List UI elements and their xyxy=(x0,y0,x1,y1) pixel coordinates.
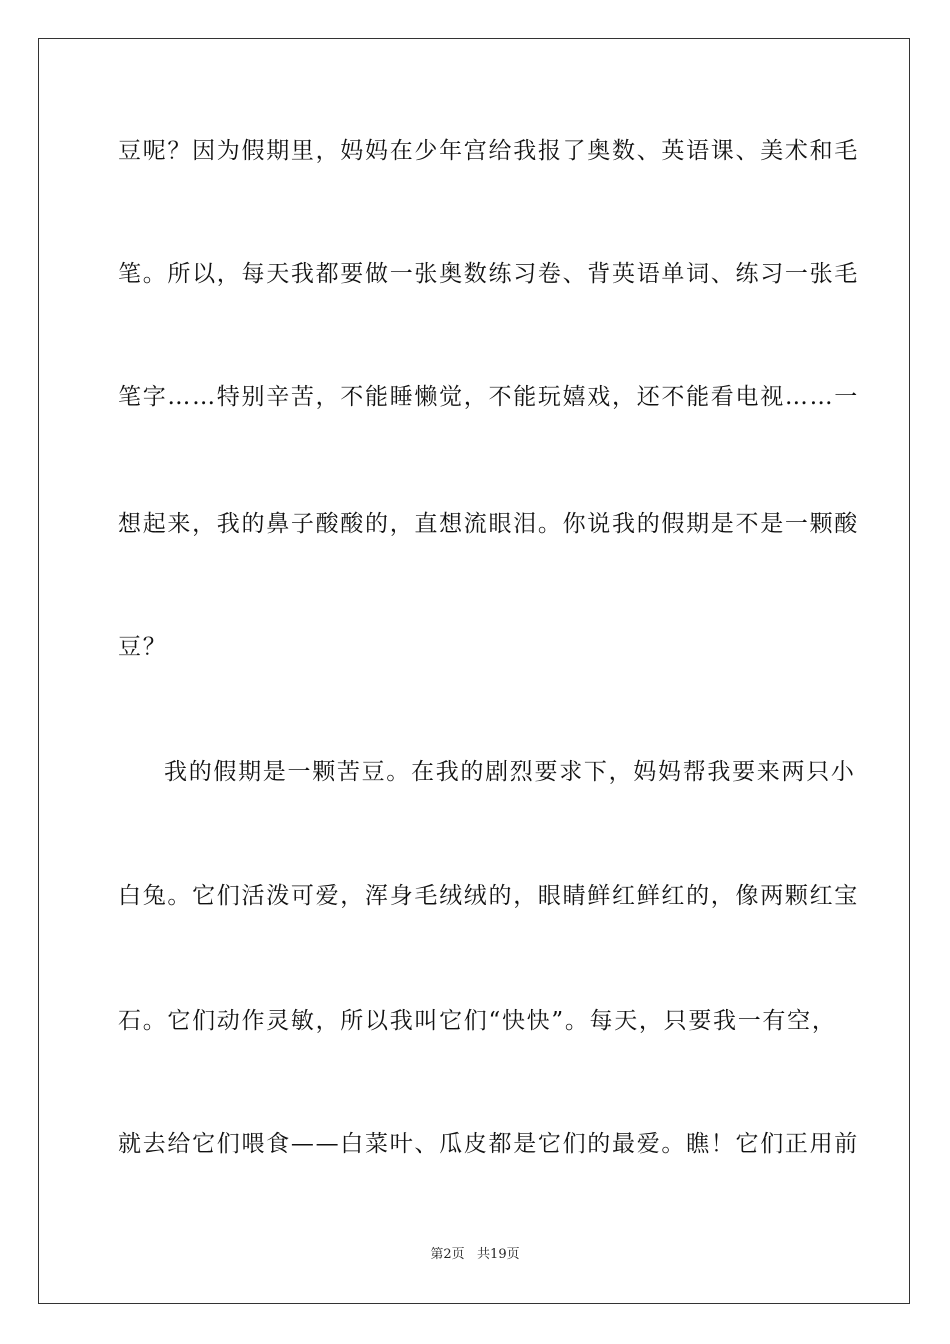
text-line: 豆？ xyxy=(118,634,168,660)
page-border xyxy=(38,38,910,1304)
text-line: 就去给它们喂食——白菜叶、瓜皮都是它们的最爱。瞧！它们正用前 xyxy=(118,1131,859,1157)
text-line: 笔。所以，每天我都要做一张奥数练习卷、背英语单词、练习一张毛 xyxy=(118,261,859,287)
paragraph-start-line: 我的假期是一颗苦豆。在我的剧烈要求下，妈妈帮我要来两只小 xyxy=(164,759,856,785)
text-line: 白兔。它们活泼可爱，浑身毛绒绒的，眼睛鲜红鲜红的，像两颗红宝 xyxy=(118,883,859,909)
text-line: 想起来，我的鼻子酸酸的，直想流眼泪。你说我的假期是不是一颗酸 xyxy=(118,511,859,537)
text-line: 石。它们动作灵敏，所以我叫它们“快快”。每天，只要我一有空， xyxy=(118,1008,837,1034)
page-number-footer: 第2页 共19页 xyxy=(430,1247,520,1262)
text-line: 豆呢？因为假期里，妈妈在少年宫给我报了奥数、英语课、美术和毛 xyxy=(118,138,859,164)
text-line: 笔字……特别辛苦，不能睡懒觉，不能玩嬉戏，还不能看电视……一 xyxy=(118,384,859,410)
